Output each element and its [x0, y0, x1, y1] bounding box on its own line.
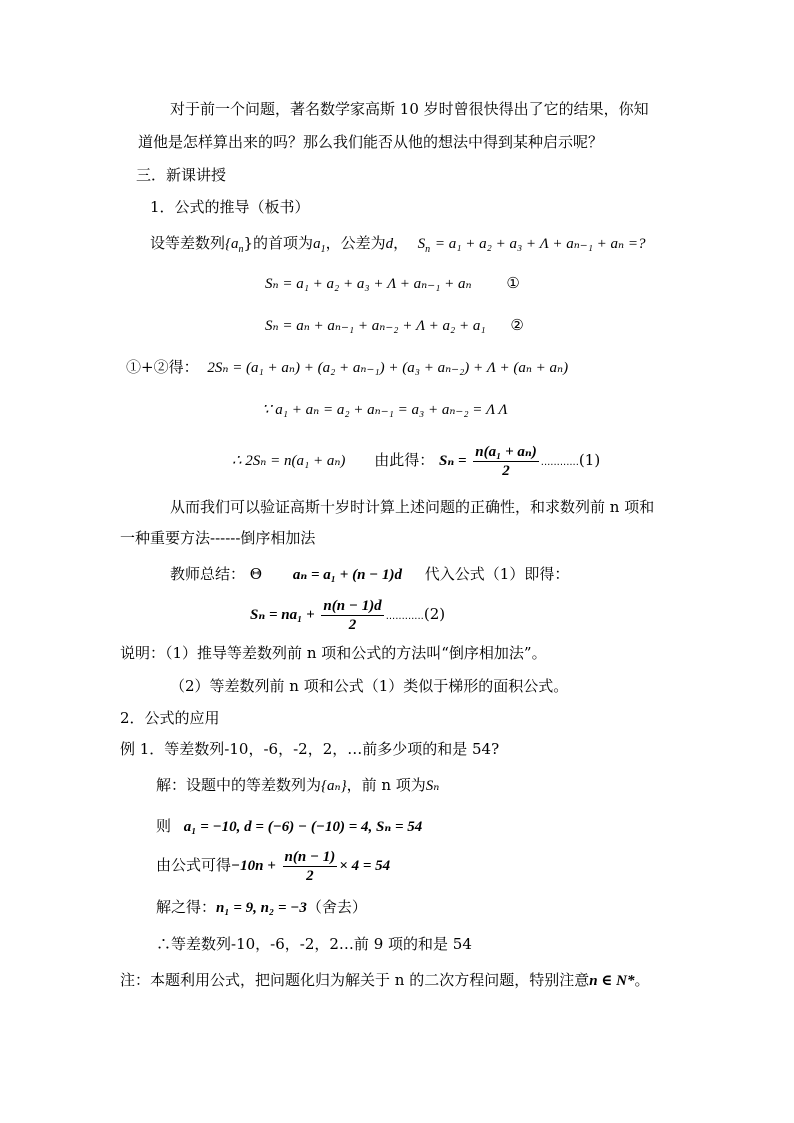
formula-2-denominator: 2	[348, 616, 357, 633]
solution-fraction-denominator: 2	[306, 867, 314, 884]
setup-d: d	[385, 236, 394, 252]
setup-seq: {$a_n$	[225, 236, 244, 255]
solution-line-3-post: × 4 = 54	[339, 858, 391, 874]
formula-2-line	[250, 592, 445, 636]
formula-2-dots: ............	[385, 611, 424, 622]
setup-sum: $S_n$	[417, 236, 431, 255]
section-heading: 三．新课讲授	[136, 166, 227, 184]
solution-line-4	[156, 896, 367, 919]
subsection-heading-derivation: 1．公式的推导（板书）	[150, 198, 310, 216]
teacher-summary-after: 代入公式（1）即得：	[424, 565, 570, 583]
setup-text-b: }的首项为	[243, 234, 314, 252]
note-line-1: 说明：（1）推导等差数列前 n 项和公式的方法叫“倒序相加法”。	[120, 644, 547, 662]
therefore-line	[232, 438, 600, 482]
setup-a1: $a_1$	[313, 236, 326, 255]
sum-of-equations-label: ①+②得：	[126, 358, 199, 376]
formula-1-numerator: n(a₁ + aₙ)	[475, 443, 537, 460]
equation-1	[265, 272, 520, 295]
solution-line-1-b: ，前 n 项为	[346, 776, 426, 794]
solution-sum: Sₙ	[425, 778, 440, 794]
setup-text-a: 设等差数列	[150, 234, 226, 252]
intro-line-1: 对于前一个问题，著名数学家高斯 10 岁时曾很快得出了它的结果，你知	[170, 100, 649, 118]
solution-line-2-a: 则	[156, 817, 172, 835]
solution-line-5: ∴等差数列-10，-6，-2，2…前 9 项的和是 54	[156, 935, 472, 953]
solution-line-4-expr: n₁ = 9, n₂ = −3	[216, 900, 307, 916]
therefore-mid: 由此得：	[374, 451, 435, 469]
subsection-heading-application: 2．公式的应用	[120, 709, 220, 727]
because-line	[262, 398, 508, 421]
therefore-expr: ∴ 2Sₙ = n(a₁ + aₙ)	[232, 453, 346, 469]
formula-2-numerator: n(n − 1)d	[323, 597, 382, 614]
solution-line-3-a: 由公式可得	[156, 856, 232, 874]
formula-1-denominator: 2	[502, 462, 510, 479]
formula-2-tag: (2)	[423, 605, 446, 623]
formula-1-fraction	[473, 443, 538, 480]
equation-2-label: ②	[510, 316, 524, 334]
remark-end: 。	[634, 971, 650, 989]
solution-seq: {aₙ}	[321, 778, 347, 794]
solution-line-4-a: 解之得：	[156, 898, 217, 916]
solution-line-1-a: 解：设题中的等差数列为	[156, 776, 322, 794]
formula-1-tag: (1)	[578, 451, 601, 469]
setup-line	[150, 232, 646, 261]
solution-line-3-pre: −10n +	[231, 858, 276, 874]
teacher-summary-label: 教师总结：	[170, 565, 246, 583]
teacher-summary-symbol: Θ	[249, 565, 263, 583]
equation-2	[265, 314, 524, 337]
remark-text: 注：本题利用公式，把问题化归为解关于 n 的二次方程问题，特别注意	[120, 971, 590, 989]
equation-1-expr: Sₙ = a₁ + a₂ + a₃ + Λ + aₙ₋₁ + aₙ	[265, 276, 472, 292]
remark-line	[120, 969, 650, 992]
solution-fraction	[283, 848, 338, 885]
setup-text-c: ，公差为	[325, 234, 386, 252]
solution-line-2-expr: a₁ = −10, d = (−6) − (−10) = 4, Sₙ = 54	[183, 819, 423, 835]
solution-fraction-numerator: n(n − 1)	[284, 848, 336, 865]
equation-2-expr: Sₙ = aₙ + aₙ₋₁ + aₙ₋₂ + Λ + a₂ + a₁	[265, 318, 486, 334]
note-line-2: （2）等差数列前 n 项和公式（1）类似于梯形的面积公式。	[170, 677, 569, 695]
solution-line-4-b: （舍去）	[306, 898, 367, 916]
setup-text-d: ，	[393, 234, 409, 252]
remark-expr: n ∈ N*	[589, 973, 635, 989]
teacher-summary-line	[170, 563, 569, 586]
formula-2-lhs: Sₙ = na₁ +	[250, 607, 315, 623]
solution-line-2	[156, 815, 422, 838]
solution-line-1	[156, 774, 439, 797]
formula-1-lhs: Sₙ =	[438, 453, 467, 469]
setup-sum-rhs: = a₁ + a₂ + a₃ + Λ + aₙ₋₁ + aₙ =?	[434, 236, 646, 252]
solution-line-3	[156, 843, 390, 887]
teacher-summary-expr: aₙ = a₁ + (n − 1)d	[292, 567, 403, 583]
because-expr: ∵ a₁ + aₙ = a₂ + aₙ₋₁ = a₃ + aₙ₋₂ = Λ Λ	[262, 402, 508, 418]
example-title: 例 1．等差数列-10，-6，-2，2，…前多少项的和是 54?	[120, 740, 500, 758]
formula-2-fraction	[321, 597, 383, 634]
sum-of-equations	[126, 356, 568, 379]
formula-1-dots: ............	[540, 457, 579, 468]
equation-1-label: ①	[506, 274, 520, 292]
sum-of-equations-expr: 2Sₙ = (a₁ + aₙ) + (a₂ + aₙ₋₁) + (a₃ + aₙ₋₂) + Λ + (aₙ + aₙ)	[207, 360, 569, 376]
verify-line-2: 一种重要方法------倒序相加法	[120, 529, 316, 547]
verify-line-1: 从而我们可以验证高斯十岁时计算上述问题的正确性，和求数列前 n 项和	[170, 498, 655, 516]
intro-line-2: 道他是怎样算出来的吗？那么我们能否从他的想法中得到某种启示呢？	[138, 133, 604, 151]
